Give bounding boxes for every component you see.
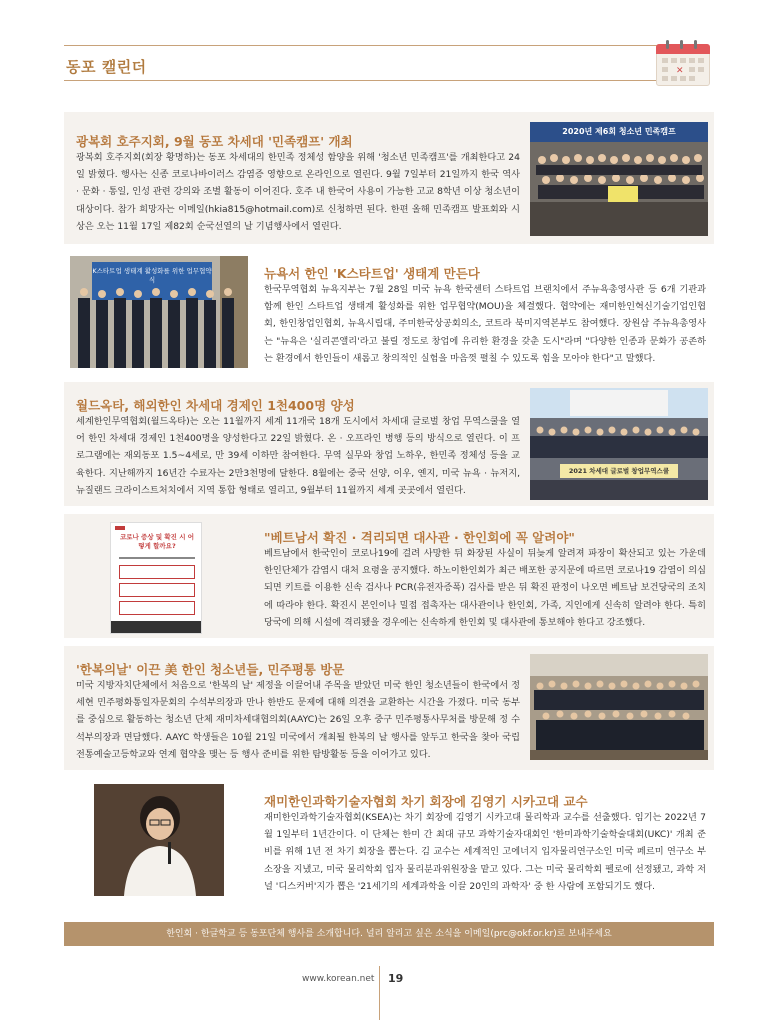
top-rule (64, 45, 694, 46)
group-photo (530, 122, 708, 236)
calendar-icon: ✕ (656, 38, 712, 88)
notice-bar: 한인회 · 한글학교 등 동포단체 행사를 소개합니다. 널리 알리고 싶은 소식을 이메일(prc@okf.or.kr)로 보내주세요 (64, 922, 714, 946)
school-photo (530, 388, 708, 500)
article-title: 재미한인과학기술자협회 차기 회장에 김영기 시카고대 교수 (264, 794, 588, 809)
page-divider (379, 966, 380, 1020)
article-title: "베트남서 확진 · 격리되면 대사관 · 한인회에 꼭 알려야" (264, 530, 575, 545)
page-number: 19 (388, 972, 404, 985)
article-card-3 (64, 382, 714, 506)
article-body: 광복회 호주지회(회장 황명하)는 동포 차세대의 한민족 정체성 함양을 위해 '청소년 민족캠프'를 개최한다고 24일 밝혔다. 행사는 신종 코로나바이러스 감염증 영향으로 온라인으로 열린다. 9월 7일부터 21일까지 한국 역사 · 문화 · 통일, 인성 관련 강의와 조별 활동이 이어진다. 호주 내 한국어 사용이 가능한 고교 8학년 이상 청소년이 대상이다. 참가 희망자는 이메일(hkia815@hotmail.com)로 신청하면 된다. 한편 올해 민족캠프 발표회와 시상은 오는 11월 17일 제82회 순국선열의 날 기념행사에서 열린다. (76, 152, 520, 232)
delegation-photo (530, 654, 708, 760)
article-title: 뉴욕서 한인 'K스타트업' 생태계 만든다 (264, 266, 480, 281)
mou-photo (70, 256, 248, 368)
article-body: 베트남에서 한국인이 코로나19에 걸려 사망한 뒤 화장된 사실이 뒤늦게 알려져 파장이 확산되고 있는 가운데 한인단체가 감염시 대처 요령을 공지했다. 하노이한인회가 최근 배포한 공지문에 따르면 코로나19 감염이 의심되면 키트를 이용한 신속 검사나 PCR(유전자증폭) 검사를 받은 뒤 확진 판정이 나오면 베트남 보건당국의 조치에 따라야 한다. 확진시 본인이나 밀접 접촉자는 대사관이나 한인회, 가족, 지인에게 신속히 알려야 한다. 특히 당국에 의해 시설에 격리됐을 경우에는 신속하게 한인회 및 대사관에 통보해야 한다고 강조했다. (264, 548, 706, 628)
article-body: 재미한인과학기술자협회(KSEA)는 차기 회장에 김영기 시카고대 물리학과 교수를 선출했다. 임기는 2022년 7월 1일부터 1년간이다. 이 단체는 한미 간 최대 규모 과학기술자대회인 '한미과학기술학술대회(UKC)' 개최 준비를 위해 1년 전 차기 회장을 뽑는다. 김 교수는 세계적인 고에너지 입자물리연구소인 미국 페르미 연구소 부소장을 지냈고, 미국 물리학회 입자 물리분과위원장을 맡고 있다. 그는 미국 물리학회 펠로에 선정됐고, 과학 저널 '디스커버'지가 뽑은 '21세기의 세계과학을 이끌 20인의 과학자' 중 한 사람에 포함되기도 했다. (264, 812, 706, 892)
article-card-5 (64, 646, 714, 770)
article-card-4 (64, 514, 714, 638)
photo-banner: K스타트업 생태계 활성화를 위한 업무협약식 (92, 267, 212, 284)
article-title: 월드옥타, 해외한인 차세대 경제인 1천400명 양성 (76, 398, 355, 413)
article-title: 광복회 호주지회, 9월 동포 차세대 '민족캠프' 개최 (76, 134, 353, 149)
article-title: '한복의날' 이끈 美 한인 청소년들, 민주평통 방문 (76, 662, 345, 677)
article-body: 세계한인무역협회(월드옥타)는 오는 11월까지 세계 11개국 18개 도시에서 차세대 글로벌 창업 무역스쿨을 열어 한인 차세대 경제인 1천400명을 양성한다고 22일 밝혔다. 온 · 오프라인 병행 등의 방식으로 열린다. 이 프로그램에는 재외동포 1.5~4세로, 만 39세 이하만 참여한다. 무역 실무와 창업 노하우, 한민족 정체성 등을 교육한다. 지난해까지 16년간 수료자는 2만3천명에 달한다. 8월에는 중국 선양, 이우, 옌지, 미국 뉴욕 · 뉴저지, 뉴질랜드 크라이스트처치에서 지역 통합 형태로 열리고, 9월부터 11월까지 세계 곳곳에서 열린다. (76, 416, 520, 496)
portrait-photo (94, 784, 224, 896)
photo-banner: 2020년 제6회 청소년 민족캠프 (562, 127, 676, 136)
poster-title: 코로나 증상 및 확진 시 어떻게 할까요? (119, 533, 195, 550)
site-url: www.korean.net (302, 974, 375, 984)
article-body: 미국 지방자치단체에서 처음으로 '한복의 날' 제정을 이끌어내 주목을 받았던 미국 한인 청소년들이 한국에서 정세현 민주평화통일자문회의 수석부의장과 만나 한반도 문제에 대해 의견을 교환하는 시간을 가졌다. 미국 동부를 중심으로 활동하는 청소년 단체 재미차세대협의회(AAYC)는 26일 오후 중구 민주평통사무처를 방문해 정 수석부의장과 면담했다. AAYC 학생들은 10월 21일 미국에서 개최될 한복의 날 행사를 앞두고 한국을 찾아 국립전통예술고등학교와 연계 협약을 맺는 등 행사 준비를 위한 탐방활동 등을 이어가고 있다. (76, 680, 520, 760)
article-body: 한국무역협회 뉴욕지부는 7월 28일 미국 뉴욕 한국센터 스타트업 브랜치에서 주뉴욕총영사관 등 6개 기관과 함께 한인 스타트업 생태계 활성화를 위한 업무협약(MOU)을 체결했다. 협약에는 재미한인혁신기술기업인협회, 한인창업인협회, 뉴욕시립대, 주미한국상공회의소, 코트라 북미지역본부도 참여했다. 장원삼 주뉴욕총영사는 "뉴욕은 '실리콘앨리'라고 불릴 정도로 창업에 유리한 환경을 갖춘 도시"라며 "다양한 인종과 문화가 공존하는 환경에서 한인들이 새롭고 창의적인 실험을 마음껏 펼칠 수 있도록 힘을 모아야 한다"고 말했다. (264, 284, 706, 364)
article-card-1 (64, 112, 714, 244)
photo-banner: 2021 차세대 글로벌 창업무역스쿨 (568, 467, 670, 475)
article-card-2 (64, 252, 714, 372)
title-rule (64, 80, 694, 81)
article-card-6 (64, 778, 714, 902)
covid-notice-poster (110, 522, 202, 634)
section-title: 동포 캘린더 (66, 58, 147, 76)
